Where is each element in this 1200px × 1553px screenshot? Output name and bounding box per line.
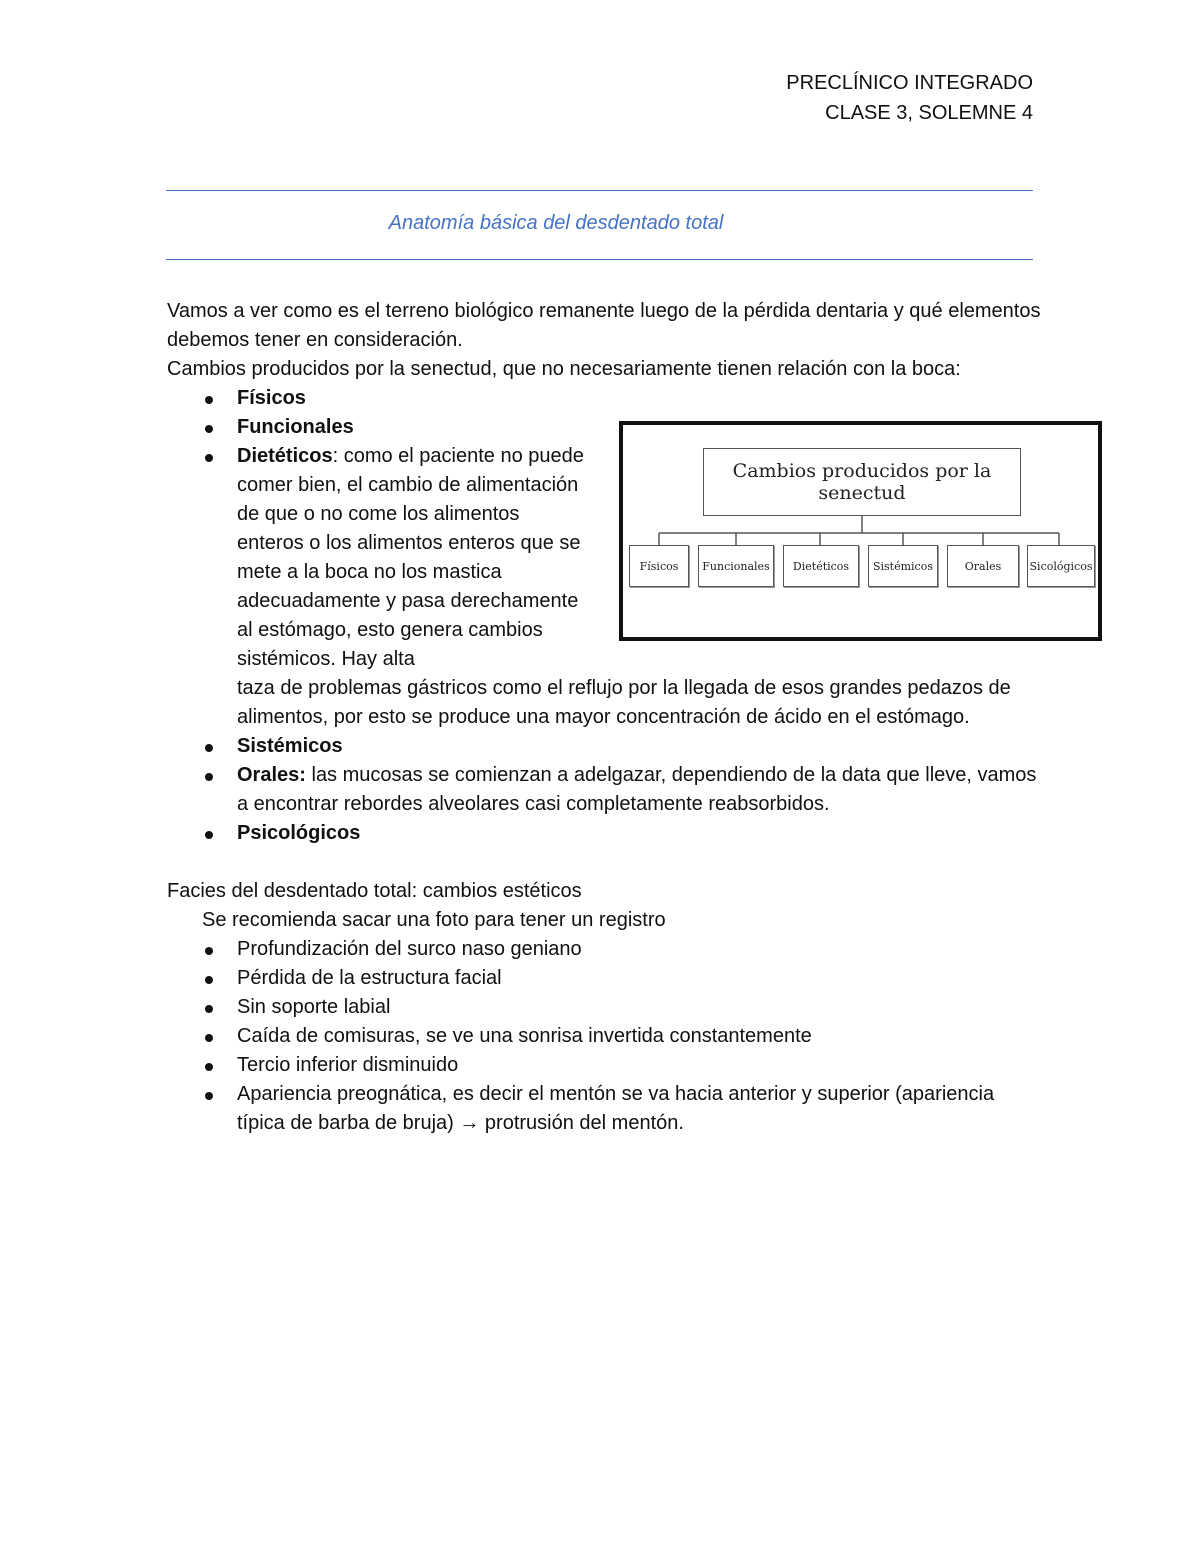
page-header [786, 68, 1033, 128]
bullet-icon [205, 773, 213, 781]
list-item [167, 964, 1047, 993]
course-name: PRECLÍNICO INTEGRADO [786, 72, 1033, 94]
document-title: Anatomía básica del desdentado total [388, 212, 724, 234]
bullet-icon [205, 1034, 213, 1042]
list-item [167, 1080, 1047, 1138]
spacer [167, 848, 1047, 877]
changes-list-continued [167, 732, 1047, 848]
item-label: Físicos [237, 387, 306, 409]
senectud-diagram [619, 421, 1102, 641]
list-item [167, 761, 1047, 819]
bullet-icon [205, 744, 213, 752]
diagram-box-dieteticos: Dietéticos [783, 545, 859, 587]
diagram-box-orales: Orales [947, 545, 1019, 587]
bullet-icon [205, 976, 213, 984]
item-text: Sin soporte labial [237, 996, 391, 1018]
intro-paragraph: Vamos a ver como es el terreno biológico remanente luego de la pérdida dentaria y qué elementos debemos tener en consideración. [167, 300, 1041, 351]
bullet-icon [205, 454, 213, 462]
diagram-box-fisicos: Físicos [629, 545, 689, 587]
title-top-rule [166, 190, 1033, 191]
facies-note: Se recomienda sacar una foto para tener un registro [202, 909, 666, 931]
item-text: las mucosas se comienzan a adelgazar, dependiendo de la data que lleve, vamos a encontrar rebordes alveolares casi completamente reabsorbidos. [237, 764, 1037, 815]
list-item [167, 1022, 1047, 1051]
list-item [167, 1051, 1047, 1080]
item-label: Sistémicos [237, 735, 343, 757]
facies-list [167, 935, 1047, 1138]
item-text: Caída de comisuras, se ve una sonrisa invertida constantemente [237, 1025, 812, 1047]
item-label: Funcionales [237, 416, 354, 438]
list-item [167, 819, 1047, 848]
bullet-icon [205, 1005, 213, 1013]
diagram-box-funcionales: Funcionales [698, 545, 774, 587]
facies-heading: Facies del desdentado total: cambios estéticos [167, 880, 582, 902]
diagram-box-sicologicos: Sicológicos [1027, 545, 1095, 587]
item-label: Dietéticos [237, 445, 333, 467]
bullet-icon [205, 396, 213, 404]
diagram-box-sistemicos: Sistémicos [868, 545, 938, 587]
bullet-icon [205, 1092, 213, 1100]
item-text: Profundización del surco naso geniano [237, 938, 582, 960]
dieteticos-continued: taza de problemas gástricos como el reflujo por la llegada de esos grandes pedazos de alimentos, por esto se produce una mayor concentración de ácido en el estómago. [237, 677, 1011, 728]
bullet-icon [205, 1063, 213, 1071]
title-bottom-rule [166, 259, 1033, 260]
bullet-icon [205, 831, 213, 839]
bullet-icon [205, 947, 213, 955]
item-text: Apariencia preognática, es decir el mentón se va hacia anterior y superior (apariencia típica de barba de bruja) → protrusión del mentón. [237, 1083, 995, 1134]
item-text: Pérdida de la estructura facial [237, 967, 502, 989]
item-text: : como el paciente no puede comer bien, el cambio de alimentación de que o no come los alimentos enteros o los alimentos enteros que se mete a la boca no los mastica adecuadamente y pasa derechamente al estómago, esto genera cambios sistémicos. Hay alta [237, 445, 584, 670]
list-item [167, 384, 1047, 413]
item-label: Psicológicos [237, 822, 361, 844]
item-label: Orales: [237, 764, 306, 786]
bullet-icon [205, 425, 213, 433]
list-item [167, 732, 1047, 761]
list-item [167, 935, 1047, 964]
item-text: Tercio inferior disminuido [237, 1054, 459, 1076]
list-item [167, 993, 1047, 1022]
changes-intro: Cambios producidos por la senectud, que no necesariamente tienen relación con la boca: [167, 358, 961, 380]
diagram-title: Cambios producidos por la senectud [703, 448, 1021, 516]
class-label: CLASE 3, SOLEMNE 4 [825, 102, 1033, 124]
